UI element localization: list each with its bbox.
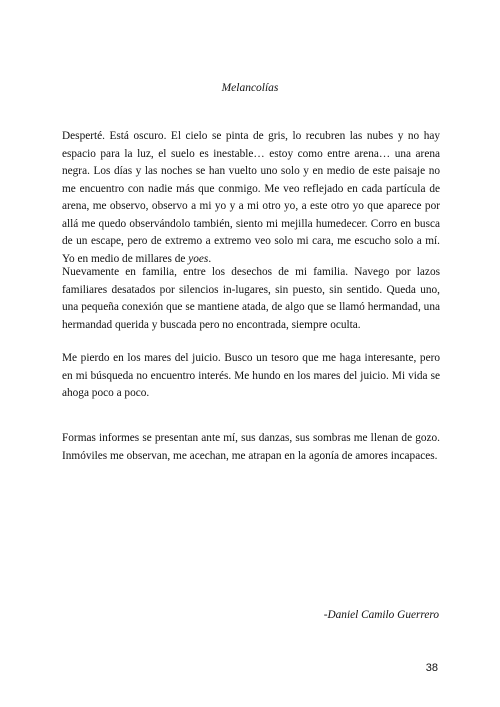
paragraph-4: Formas informes se presentan ante mí, sus danzas, sus sombras me llenan de gozo. Inmóviles me observan, me acechan, me atrapan en la agonía de amores incapaces. xyxy=(62,432,440,462)
paragraph-1 xyxy=(62,128,440,268)
paragraph-1-text: Desperté. Está oscuro. El cielo se pinta de gris, lo recubren las nubes y no hay espacio para la luz, el suelo es inestable… estoy como entre arena… una arena negra. Los días y las noches se han vuelto uno solo y en medio de este paisaje no me encuentro con nadie más que conmigo. Me veo reflejado en cada partícula de arena, me observo, observo a mi yo y a mi otro yo, a este otro yo que aparece por allá me quedo observándolo también, siento mi mejilla humedecer. Corro en busca de un escape, pero de extremo a extremo veo solo mi cara, me escucho solo a mí. Yo en medio de millares de xyxy=(62,130,440,265)
page-number: 38 xyxy=(425,662,438,674)
page-title: Melancolías xyxy=(221,82,279,94)
paragraph-2: Nuevamente en familia, entre los desechos de mi familia. Navego por lazos familiares desatados por silencios in-lugares, sin puesto, sin sentido. Queda uno, una pequeña conexión que se mantiene atada, de algo que se llamó hermandad, una hermandad querida y buscada pero no encontrada, siempre oculta. xyxy=(62,266,440,331)
paragraph-1-emphasis: yoes xyxy=(188,252,209,265)
paragraph-3: Me pierdo en los mares del juicio. Busco un tesoro que me haga interesante, pero en mi búsqueda no encuentro interés. Me hundo en los mares del juicio. Mi vida se ahoga poco a poco. xyxy=(62,352,440,399)
author-signature: -Daniel Camilo Guerrero xyxy=(323,609,439,621)
paragraph-1-end: . xyxy=(208,252,212,265)
